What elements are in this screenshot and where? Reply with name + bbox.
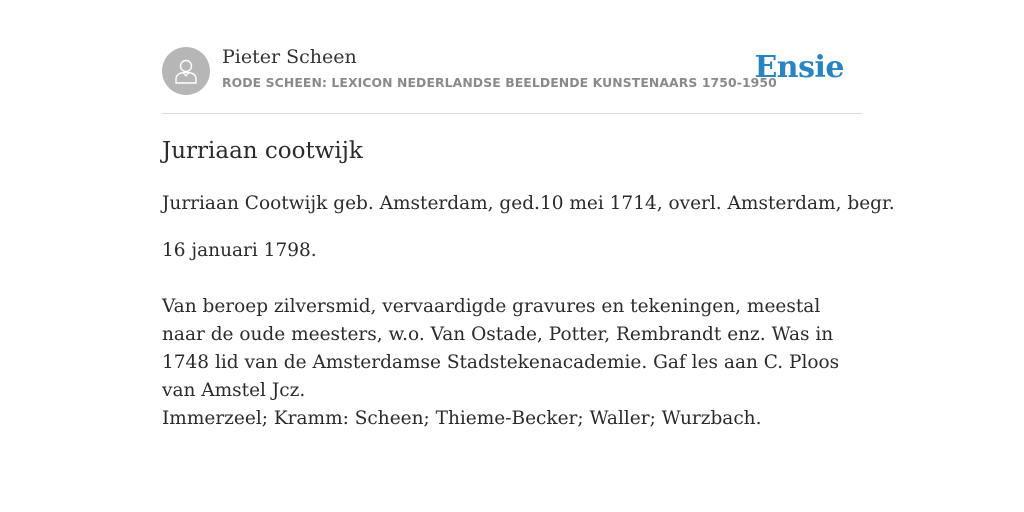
article-paragraph-biography: Van beroep zilversmid, vervaardigde gravures en tekeningen, meestal naar de oude meesters, w.o. Van Ostade, Potter, Rembrandt enz. Was in 1748 lid van de Amsterdamse Stadstekenacademie. Gaf les aan C. Ploos van Amstel Jcz. <box>162 296 840 401</box>
author-avatar[interactable] <box>162 47 210 95</box>
article-title: Jurriaan cootwijk <box>162 138 363 164</box>
source-lexicon[interactable]: RODE SCHEEN: LEXICON NEDERLANDSE BEELDENDE KUNSTENAARS 1750-1950 <box>222 75 777 90</box>
author-name[interactable]: Pieter Scheen <box>222 46 357 68</box>
article-paragraph-references: Immerzeel; Kramm: Scheen; Thieme-Becker; Waller; Wurzbach. <box>162 408 762 429</box>
header-divider <box>162 113 862 114</box>
article-paragraph-birth: Jurriaan Cootwijk geb. Amsterdam, ged.10 mei 1714, overl. Amsterdam, begr. <box>162 193 895 214</box>
user-icon <box>171 56 201 86</box>
ensie-logo[interactable]: Ensie <box>754 50 844 85</box>
article-header <box>162 46 862 96</box>
article-paragraph-burial-date: 16 januari 1798. <box>162 240 317 261</box>
